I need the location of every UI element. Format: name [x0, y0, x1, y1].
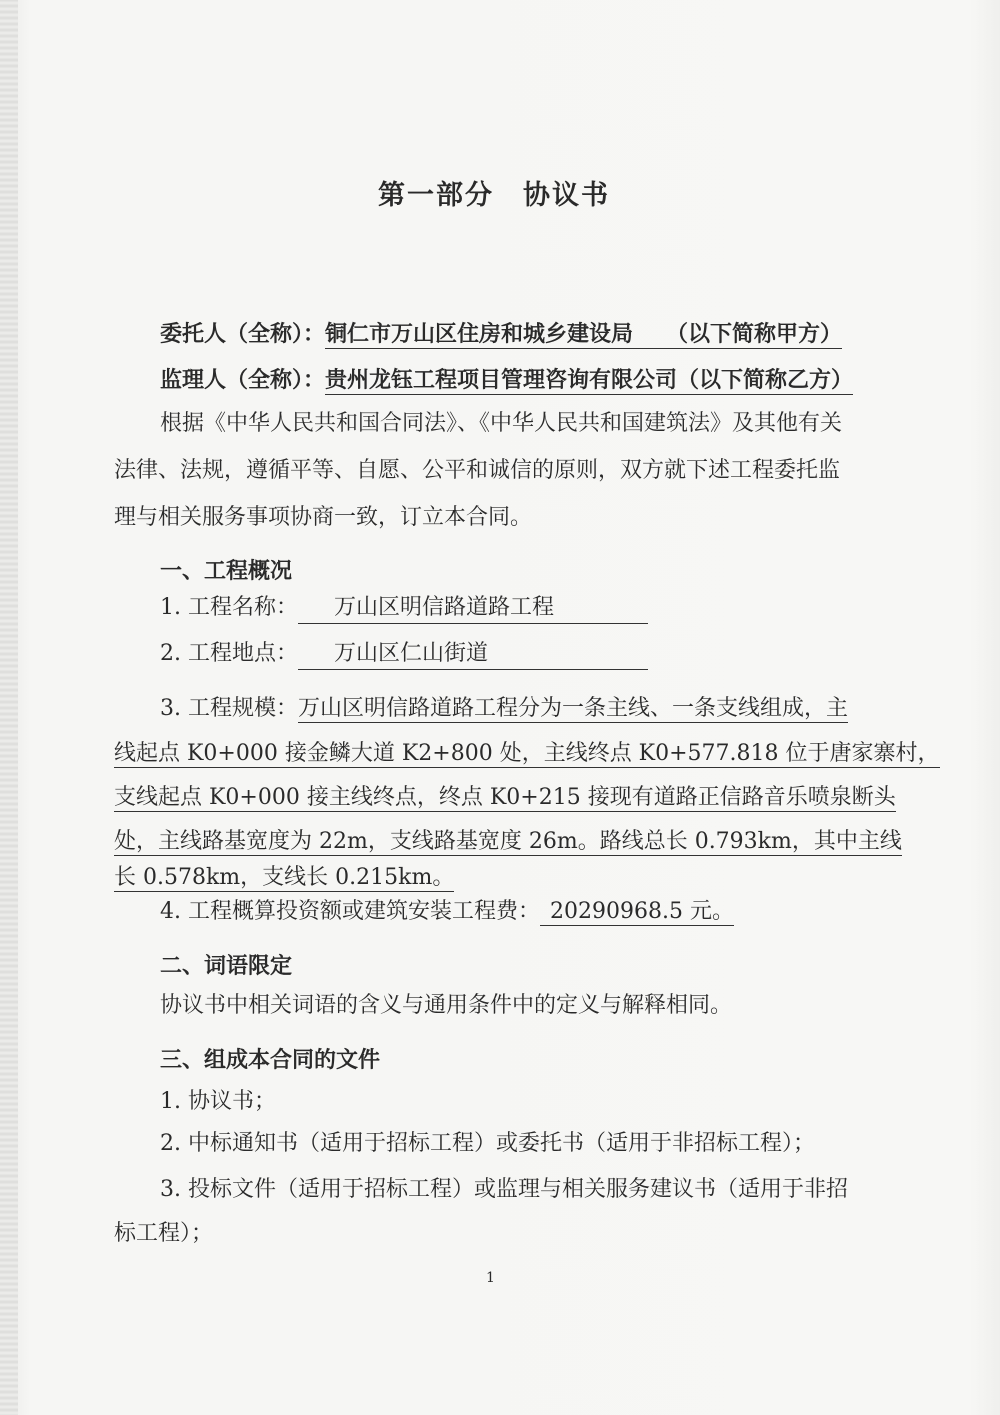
supervisor-row [160, 366, 853, 394]
project-scale-line-3 [114, 784, 896, 812]
project-location-row [160, 640, 648, 670]
project-scale-text-2: 线起点 K0+000 接金鳞大道 K2+800 处，主线终点 K0+577.818 位于唐家寨村， [114, 741, 940, 766]
project-scale-row [160, 695, 848, 723]
client-name: 铜仁市万山区住房和城乡建设局 （以下简称甲方） [325, 321, 843, 347]
project-scale-text-4: 处，主线路基宽度为 22m，支线路基宽度 26m。路线总长 0.793km，其中主线 [114, 829, 902, 854]
contract-doc-2: 2. 中标通知书（适用于招标工程）或委托书（适用于非招标工程）； [160, 1131, 815, 1156]
project-name-label: 1. 工程名称： [160, 595, 298, 620]
supervisor-label: 监理人（全称）： [160, 367, 326, 393]
project-scale-text-5: 长 0.578km，支线长 0.215km。 [114, 865, 455, 890]
page-number: 1 [486, 1270, 495, 1286]
project-scale-label: 3. 工程规模： [160, 696, 298, 721]
investment-row [160, 898, 734, 926]
section2-heading: 二、词语限定 [160, 953, 293, 979]
project-scale-line-2 [114, 740, 940, 768]
investment-label: 4. 工程概算投资额或建筑安装工程费： [160, 899, 540, 924]
project-scale-line-4 [114, 828, 902, 856]
page-title: 第一部分 协议书 [378, 180, 610, 211]
binding-edge [0, 0, 18, 1415]
client-row [160, 320, 842, 348]
project-scale-line-1: 万山区明信路道路工程分为一条主线、一条支线组成，主 [297, 696, 848, 721]
supervisor-name: 贵州龙钰工程项目管理咨询有限公司（以下简称乙方） [325, 367, 854, 393]
intro-line-1: 根据《中华人民共和国合同法》、《中华人民共和国建筑法》及其他有关 [160, 411, 843, 436]
contract-doc-1: 1. 协议书； [160, 1089, 276, 1114]
investment-value: 20290968.5 元。 [540, 899, 734, 926]
client-label: 委托人（全称）： [160, 321, 326, 347]
contract-doc-3: 3. 投标文件（适用于招标工程）或监理与相关服务建议书（适用于非招 [160, 1177, 848, 1202]
intro-line-2: 法律、法规，遵循平等、自愿、公平和诚信的原则，双方就下述工程委托监 [114, 458, 841, 483]
contract-doc-3-cont: 标工程）； [114, 1221, 214, 1246]
section3-heading: 三、组成本合同的文件 [160, 1047, 381, 1073]
project-name-row [160, 594, 648, 624]
section1-heading: 一、工程概况 [160, 558, 293, 584]
project-location-value: 万山区仁山街道 [298, 640, 648, 670]
project-location-label: 2. 工程地点： [160, 641, 298, 666]
intro-line-3: 理与相关服务事项协商一致，订立本合同。 [114, 505, 533, 530]
project-name-value: 万山区明信路道路工程 [298, 594, 648, 624]
section2-text: 协议书中相关词语的含义与通用条件中的定义与解释相同。 [160, 993, 733, 1018]
project-scale-text-3: 支线起点 K0+000 接主线终点，终点 K0+215 接现有道路正信路音乐喷泉断头 [114, 785, 896, 810]
project-scale-line-5 [114, 864, 454, 892]
